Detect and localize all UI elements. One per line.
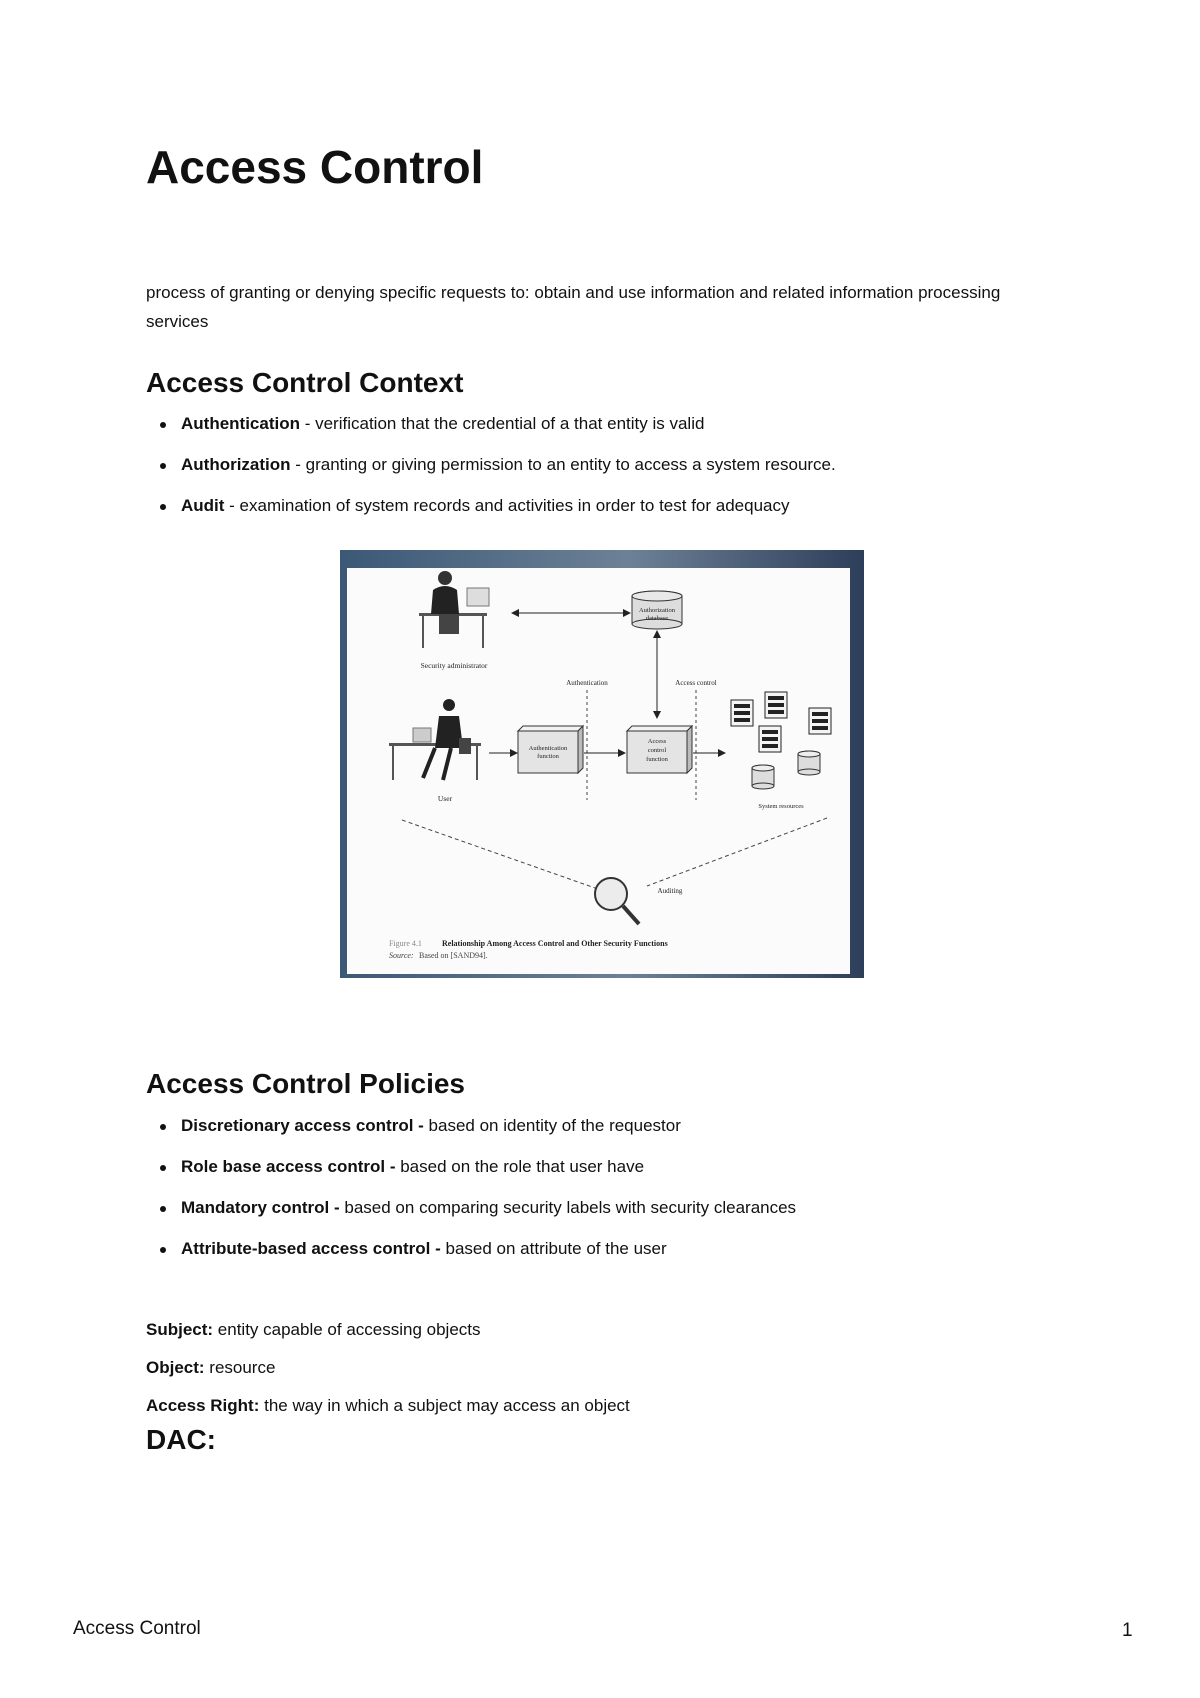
access-control-figure	[340, 550, 864, 978]
item-desc: - granting or giving permission to an entity to access a system resource.	[290, 455, 836, 474]
definitions	[146, 1318, 1046, 1432]
list-item	[146, 412, 1046, 436]
item-term: Mandatory control -	[181, 1198, 340, 1217]
intro-paragraph: process of granting or denying specific requests to: obtain and use information and related information processing services	[146, 283, 1001, 331]
bullet-icon	[160, 1124, 166, 1130]
bullet-icon	[160, 1165, 166, 1171]
bullet-icon	[160, 1247, 166, 1253]
caption-source-label: Source:	[389, 951, 414, 960]
auditing-label: Auditing	[657, 887, 683, 895]
def-desc: resource	[204, 1358, 276, 1377]
caption-title: Relationship Among Access Control and Other Security Functions	[442, 939, 668, 948]
policies-heading: Access Control Policies	[146, 1068, 466, 1099]
context-heading: Access Control Context	[146, 367, 464, 398]
item-term: Role base access control -	[181, 1157, 396, 1176]
auth-func-label-2: function	[537, 753, 559, 760]
item-term: Discretionary access control -	[181, 1116, 424, 1135]
item-term: Audit	[181, 496, 225, 515]
audit-line-right	[647, 818, 827, 886]
list-item	[146, 1237, 1046, 1261]
audit-line-left	[402, 820, 595, 888]
def-term: Subject:	[146, 1320, 214, 1339]
def-desc: the way in which a subject may access an object	[259, 1396, 630, 1415]
caption-source-text: Based on [SAND94].	[419, 951, 488, 960]
item-desc: - examination of system records and activities in order to test for adequacy	[224, 496, 790, 515]
item-desc: based on identity of the requestor	[423, 1116, 681, 1135]
security-admin-label: Security administrator	[420, 661, 488, 670]
def-desc: entity capable of accessing objects	[213, 1320, 481, 1339]
magnifier-icon	[595, 878, 639, 924]
user-label: User	[437, 794, 453, 803]
user-icon	[389, 699, 481, 780]
list-item	[146, 1114, 1046, 1138]
page-title: Access Control	[146, 141, 484, 193]
bullet-icon	[160, 504, 166, 510]
acf-label-3: function	[646, 756, 668, 763]
system-resources-icon	[731, 692, 831, 789]
footer-title: Access Control	[73, 1618, 201, 1639]
auth-func-label-1: Authentication	[528, 745, 568, 752]
def-term: Access Right:	[146, 1396, 260, 1415]
item-desc: - verification that the credential of a that entity is valid	[300, 414, 705, 433]
item-desc: based on attribute of the user	[440, 1239, 667, 1258]
item-desc: based on comparing security labels with security clearances	[339, 1198, 797, 1217]
authentication-label: Authentication	[566, 679, 608, 687]
definition-object	[146, 1356, 1046, 1380]
figure-canvas	[347, 568, 850, 974]
dac-heading: DAC:	[146, 1424, 216, 1455]
item-term: Attribute-based access control -	[181, 1239, 441, 1258]
list-item	[146, 1196, 1046, 1220]
list-item	[146, 453, 1046, 477]
list-item	[146, 1155, 1046, 1179]
caption-number: Figure 4.1	[389, 939, 422, 948]
bullet-icon	[160, 422, 166, 428]
item-desc: based on the role that user have	[395, 1157, 645, 1176]
figure-diagram	[347, 568, 850, 974]
auth-db-label-1: Authorization	[638, 607, 676, 614]
acf-label-1: Access	[647, 738, 667, 745]
bullet-icon	[160, 1206, 166, 1212]
item-term: Authorization	[181, 455, 291, 474]
item-term: Authentication	[181, 414, 300, 433]
def-term: Object:	[146, 1358, 205, 1377]
acf-label-2: control	[647, 747, 667, 754]
policies-list	[146, 1114, 1046, 1278]
page-number: 1	[1122, 1620, 1133, 1641]
definition-access-right	[146, 1394, 1046, 1418]
context-list	[146, 412, 1046, 535]
bullet-icon	[160, 463, 166, 469]
access-control-label: Access control	[675, 679, 717, 687]
security-admin-icon	[419, 571, 489, 648]
definition-subject	[146, 1318, 1046, 1342]
list-item	[146, 494, 1046, 518]
system-resources-label: System resources	[758, 803, 804, 810]
auth-db-label-2: database	[645, 615, 669, 622]
